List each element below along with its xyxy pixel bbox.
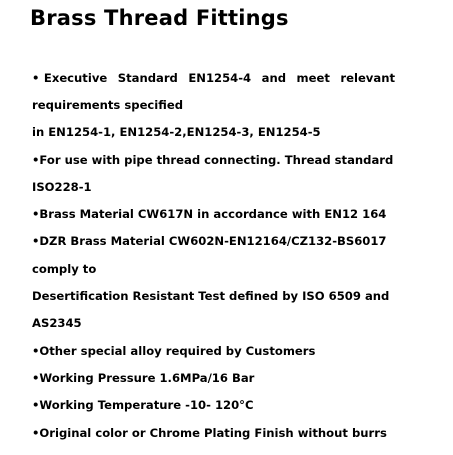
page-title: Brass Thread Fittings <box>30 6 289 30</box>
spec-line-1-word: relevant <box>340 71 395 85</box>
spec-line-1-word: • <box>32 71 40 85</box>
spec-line-1-word: Standard <box>117 71 178 85</box>
spec-line-2: requirements specified <box>32 98 184 112</box>
spec-line-1 <box>32 70 395 86</box>
spec-line-5: ISO228-1 <box>32 180 92 194</box>
spec-line-1-word: Executive <box>43 71 108 85</box>
spec-line-7: •DZR Brass Material CW602N-EN12164/CZ132-BS6017 <box>32 234 387 248</box>
spec-line-1-word: meet <box>296 71 330 85</box>
spec-line-3: in EN1254-1, EN1254-2,EN1254-3, EN1254-5 <box>32 125 321 139</box>
spec-line-13: •Working Temperature -10- 120°C <box>32 398 254 412</box>
spec-line-6: •Brass Material CW617N in accordance with EN12 164 <box>32 207 387 221</box>
spec-line-10: AS2345 <box>32 316 82 330</box>
spec-line-12: •Working Pressure 1.6MPa/16 Bar <box>32 371 255 385</box>
spec-line-8: comply to <box>32 262 97 276</box>
spec-line-1-word: EN1254-4 <box>188 71 252 85</box>
spec-line-4: •For use with pipe thread connecting. Thread standard <box>32 153 394 167</box>
spec-line-14: •Original color or Chrome Plating Finish without burrs <box>32 426 387 440</box>
spec-line-1-word: and <box>261 71 287 85</box>
spec-line-9: Desertification Resistant Test defined by ISO 6509 and <box>32 289 390 303</box>
spec-line-11: •Other special alloy required by Customers <box>32 344 316 358</box>
